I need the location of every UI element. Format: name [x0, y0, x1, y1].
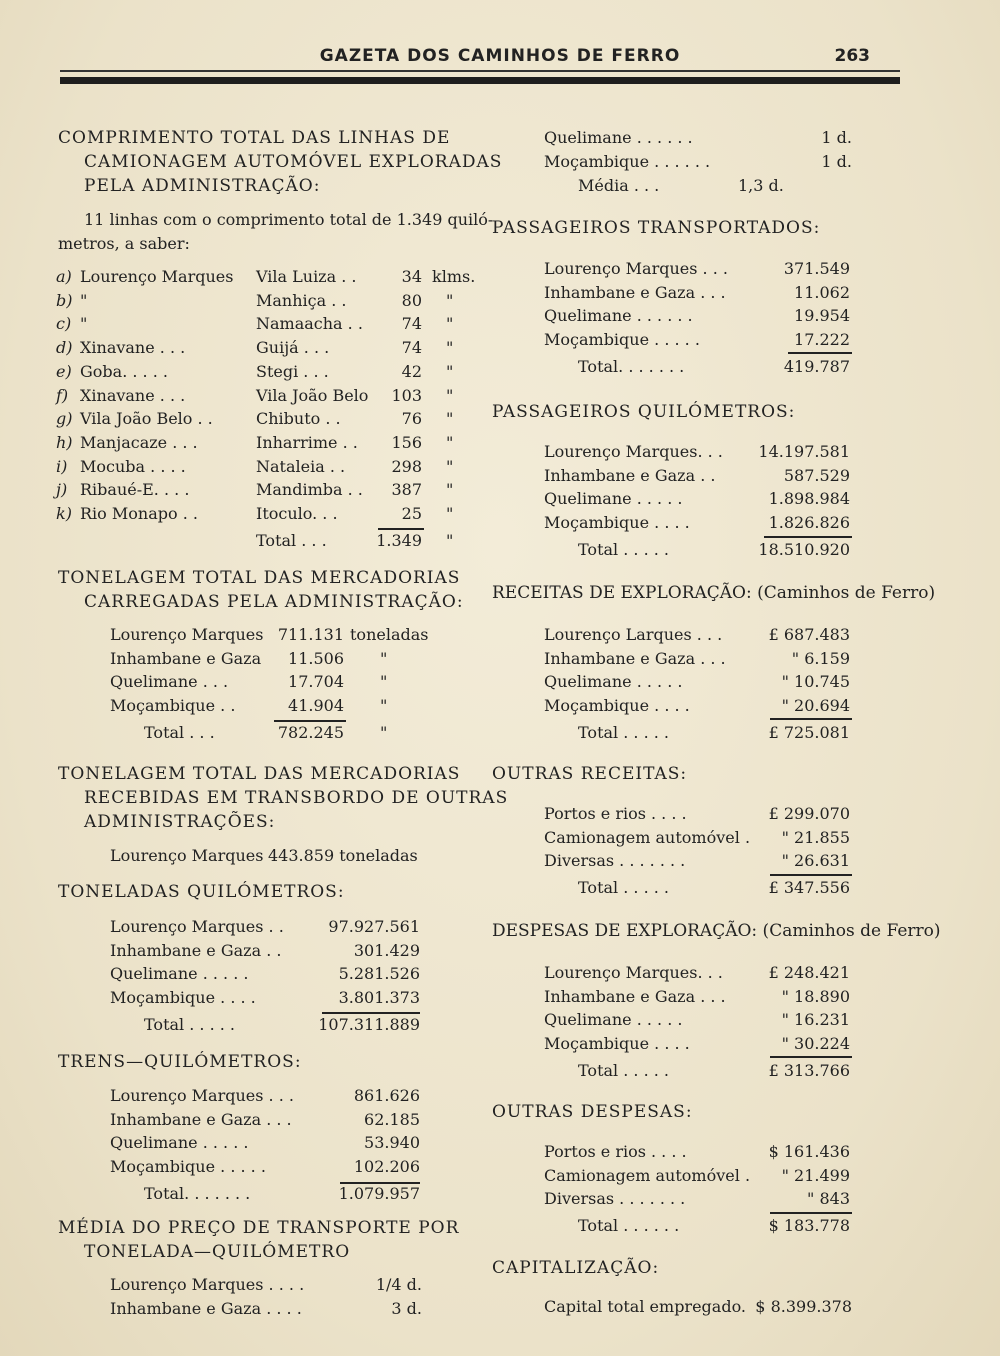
section-heading: TONELAGEM TOTAL DAS MERCADORIAS	[58, 568, 461, 588]
row-label: Quelimane . . . . .	[544, 1010, 683, 1030]
line-letter: i)	[56, 456, 68, 476]
line-unit: "	[446, 456, 454, 476]
section-heading: TRENS—QUILÓMETROS:	[58, 1052, 302, 1072]
row-label: Quelimane . . . . .	[110, 1133, 249, 1153]
line-to: Guijá . . .	[256, 338, 330, 358]
row-label: Moçambique . . . .	[544, 1034, 690, 1054]
line-letter: j)	[56, 480, 68, 500]
line-km: 387	[391, 480, 422, 500]
row-value: " 21.855	[781, 827, 850, 847]
total-rule	[322, 1012, 420, 1014]
average-value: 1,3 d.	[738, 176, 784, 195]
row-label: Lourenço Marques. . .	[544, 442, 723, 461]
capital-label: Capital total empregado.	[544, 1297, 747, 1316]
row-label: Moçambique . . . .	[544, 513, 690, 533]
section-heading: ADMINISTRAÇÕES:	[84, 812, 276, 832]
line-km: 74	[401, 338, 422, 358]
row-value: 371.549	[783, 259, 850, 278]
row-label: Camionagem automóvel .	[544, 827, 751, 847]
row-label: Lourenço Marques	[110, 625, 264, 644]
line-to: Manhiça . .	[256, 290, 347, 310]
line-unit: "	[446, 290, 454, 310]
section-heading: TONELAGEM TOTAL DAS MERCADORIAS	[58, 764, 461, 784]
row-label: Inhambane e Gaza . . .	[544, 648, 726, 668]
row-label: Moçambique . . . .	[110, 988, 256, 1008]
row-value: 3 d.	[391, 1298, 422, 1318]
line-to: Nataleia . .	[256, 456, 346, 476]
line-unit: "	[446, 338, 454, 358]
total-label: Total . . . . .	[144, 1015, 236, 1034]
total-label: Total . . . . . .	[578, 1216, 680, 1235]
section-heading: TONELADAS QUILÓMETROS:	[58, 882, 345, 902]
row-value: 1 d.	[821, 152, 852, 171]
section-heading: OUTRAS RECEITAS:	[492, 764, 688, 784]
intro-text: metros, a saber:	[58, 234, 190, 253]
section-heading: PASSAGEIROS QUILÓMETROS:	[492, 402, 796, 422]
total-label: Total . . . . .	[578, 1061, 670, 1080]
row-label: Quelimane . . . . .	[544, 672, 683, 692]
line-from: Manjacaze . . .	[80, 432, 198, 452]
row-unit: toneladas	[350, 625, 429, 644]
section-heading: OUTRAS DESPESAS:	[492, 1102, 693, 1122]
row-label: Lourenço Marques . . . .	[110, 1275, 305, 1294]
section-heading: CAPITALIZAÇÃO:	[492, 1258, 660, 1278]
row-label: Moçambique . . . .	[544, 696, 690, 716]
line-letter: e)	[56, 361, 72, 381]
section-heading: TONELADA—QUILÓMETRO	[84, 1242, 351, 1262]
row-value: 711.131	[277, 625, 344, 644]
line-letter: a)	[56, 267, 72, 286]
total-rule	[764, 536, 852, 538]
intro-text: 11 linhas com o comprimento total de 1.349 quiló-	[84, 210, 494, 229]
line-unit: klms.	[432, 267, 476, 286]
total-unit: "	[446, 531, 454, 550]
total-label: Total . . . . .	[578, 723, 670, 742]
row-unit: "	[380, 672, 388, 692]
total-label: Total . . .	[256, 531, 327, 550]
row-label: Moçambique . . . . . .	[544, 152, 711, 171]
line-unit: "	[446, 409, 454, 429]
row-label: Inhambane e Gaza . . . .	[110, 1298, 302, 1318]
row-value: 97.927.561	[328, 917, 420, 936]
line-to: Itoculo. . .	[256, 504, 338, 523]
row-value: " 843	[807, 1189, 850, 1209]
page-number: 263	[834, 46, 870, 66]
section-heading: RECEITAS DE EXPLORAÇÃO: (Caminhos de Ferro)	[492, 583, 936, 603]
total-rule	[274, 720, 346, 722]
line-letter: f)	[56, 385, 69, 405]
section-heading: PASSAGEIROS TRANSPORTADOS:	[492, 218, 821, 238]
row-value: 11.506	[288, 648, 344, 668]
line-letter: d)	[56, 338, 73, 358]
total-value: 1.349	[376, 531, 422, 550]
row-value: 3.801.373	[338, 988, 420, 1008]
row-label: Portos e rios . . . .	[544, 804, 687, 823]
line-to: Inharrime . .	[256, 432, 358, 452]
total-label: Total. . . . . . .	[578, 357, 685, 376]
section-heading: DESPESAS DE EXPLORAÇÃO: (Caminhos de Ferro)	[492, 921, 941, 941]
row-label: Lourenço Marques . . .	[110, 1086, 294, 1105]
row-label: Quelimane . . .	[110, 672, 229, 692]
section-heading: RECEBIDAS EM TRANSBORDO DE OUTRAS	[84, 788, 509, 808]
line-unit: "	[446, 361, 454, 381]
line-km: 74	[401, 314, 422, 334]
journal-title: GAZETA DOS CAMINHOS DE FERRO	[319, 46, 681, 66]
line-from: Xinavane . . .	[80, 385, 186, 405]
line-from: "	[80, 314, 88, 334]
row-value: " 21.499	[781, 1165, 850, 1185]
total-value: £ 347.556	[768, 878, 850, 897]
row-value: 861.626	[353, 1086, 420, 1105]
line-letter: c)	[56, 314, 72, 334]
line-km: 34	[401, 267, 422, 286]
header-rule-thick	[60, 77, 900, 84]
total-rule	[770, 1056, 852, 1058]
row-value: £ 299.070	[768, 804, 850, 823]
line-km: 298	[391, 456, 422, 476]
row-value: 301.429	[353, 940, 420, 960]
row-unit: "	[380, 696, 388, 716]
row-value: 17.704	[288, 672, 344, 692]
line-km: 76	[401, 409, 422, 429]
line-km: 103	[391, 385, 422, 405]
total-value: £ 725.081	[768, 723, 850, 742]
line-to: Chibuto . .	[256, 409, 341, 429]
line-unit: "	[446, 432, 454, 452]
row-label: Moçambique . . . . .	[544, 330, 700, 350]
row-value: " 16.231	[781, 1010, 850, 1030]
row-label: Moçambique . .	[110, 696, 236, 716]
row-value: " 26.631	[781, 851, 850, 871]
section-heading: COMPRIMENTO TOTAL DAS LINHAS DE	[58, 128, 451, 148]
total-label: Total . . . . .	[578, 878, 670, 897]
line-unit: "	[446, 314, 454, 334]
line-km: 80	[401, 290, 422, 310]
header-rule-thin	[60, 70, 900, 72]
row-value: " 6.159	[791, 648, 850, 668]
line-unit: "	[446, 480, 454, 500]
total-label: Total . . . . .	[578, 540, 670, 559]
total-value: 107.311.889	[318, 1015, 420, 1034]
row-label: Portos e rios . . . .	[544, 1142, 687, 1161]
line-unit: "	[446, 504, 454, 523]
row-value: 443.859 toneladas	[268, 846, 418, 865]
line-to: Stegi . . .	[256, 361, 329, 381]
row-value: " 20.694	[781, 696, 850, 716]
line-from: Vila João Belo . .	[80, 409, 213, 429]
total-value: 782.245	[277, 723, 344, 742]
line-to: Mandimba . .	[256, 480, 363, 500]
row-value: 53.940	[364, 1133, 420, 1153]
row-value: £ 248.421	[768, 963, 850, 982]
row-value: 587.529	[783, 465, 850, 485]
row-label: Inhambane e Gaza . . .	[544, 986, 726, 1006]
row-value: $ 161.436	[768, 1142, 850, 1161]
row-label: Inhambane e Gaza . . .	[110, 1109, 292, 1129]
line-from: Goba. . . . .	[80, 361, 168, 381]
capital-value: $ 8.399.378	[755, 1297, 852, 1316]
total-rule	[770, 1212, 852, 1214]
row-value: " 18.890	[781, 986, 850, 1006]
total-value: 419.787	[783, 357, 850, 376]
line-letter: h)	[56, 432, 73, 452]
average-label: Média . . .	[578, 176, 660, 195]
row-value: 11.062	[794, 282, 850, 302]
row-value: 14.197.581	[758, 442, 850, 461]
row-label: Quelimane . . . . .	[544, 489, 683, 509]
total-rule	[770, 874, 852, 876]
row-label: Quelimane . . . . . .	[544, 306, 693, 326]
line-to: Namaacha . .	[256, 314, 363, 334]
row-label: Lourenço Larques . . .	[544, 625, 723, 644]
total-value: 1.079.957	[338, 1184, 420, 1203]
line-km: 25	[401, 504, 422, 523]
section-heading: PELA ADMINISTRAÇÃO:	[84, 176, 321, 196]
row-value: " 10.745	[781, 672, 850, 692]
total-unit: "	[380, 723, 388, 742]
row-label: Lourenço Marques. . .	[544, 963, 723, 982]
line-unit: "	[446, 385, 454, 405]
line-km: 156	[391, 432, 422, 452]
row-value: 17.222	[794, 330, 850, 350]
row-label: Inhambane e Gaza . . .	[544, 282, 726, 302]
row-label: Camionagem automóvel .	[544, 1165, 751, 1185]
line-letter: g)	[56, 409, 73, 429]
total-rule	[378, 528, 424, 530]
row-label: Diversas . . . . . . .	[544, 851, 686, 871]
section-heading: CARREGADAS PELA ADMINISTRAÇÃO:	[84, 592, 464, 612]
line-from: Lourenço Marques	[80, 267, 234, 286]
line-letter: k)	[56, 504, 72, 523]
line-letter: b)	[56, 290, 73, 310]
line-from: "	[80, 290, 88, 310]
row-value: 1 d.	[821, 128, 852, 147]
line-to: Vila João Belo	[256, 385, 369, 405]
section-heading: CAMIONAGEM AUTOMÓVEL EXPLORADAS	[84, 152, 503, 172]
row-value: 62.185	[364, 1109, 420, 1129]
row-unit: "	[380, 648, 388, 668]
line-from: Ribaué-E. . . .	[80, 480, 190, 500]
line-from: Xinavane . . .	[80, 338, 186, 358]
total-value: £ 313.766	[768, 1061, 850, 1080]
row-value: 102.206	[353, 1157, 420, 1177]
row-label: Lourenço Marques	[110, 846, 264, 865]
row-label: Quelimane . . . . .	[110, 964, 249, 984]
total-label: Total . . .	[144, 723, 215, 742]
row-value: 41.904	[288, 696, 344, 716]
row-label: Quelimane . . . . . .	[544, 128, 693, 147]
row-value: 1.898.984	[768, 489, 850, 509]
row-value: 1.826.826	[768, 513, 850, 533]
row-value: 19.954	[794, 306, 850, 326]
row-label: Diversas . . . . . . .	[544, 1189, 686, 1209]
row-value: 1/4 d.	[375, 1275, 422, 1294]
total-rule	[770, 718, 852, 720]
row-label: Moçambique . . . . .	[110, 1157, 266, 1177]
row-value: £ 687.483	[768, 625, 850, 644]
total-rule	[788, 352, 852, 354]
line-km: 42	[401, 361, 422, 381]
row-label: Lourenço Marques . .	[110, 917, 284, 936]
line-to: Vila Luiza . .	[256, 267, 357, 286]
row-label: Inhambane e Gaza	[110, 648, 262, 668]
row-label: Inhambane e Gaza . .	[110, 940, 282, 960]
row-label: Inhambane e Gaza . .	[544, 465, 716, 485]
total-value: 18.510.920	[758, 540, 850, 559]
row-label: Lourenço Marques . . .	[544, 259, 728, 278]
row-value: " 30.224	[781, 1034, 850, 1054]
line-from: Mocuba . . . .	[80, 456, 186, 476]
section-heading: MÉDIA DO PREÇO DE TRANSPORTE POR	[58, 1218, 460, 1238]
line-from: Rio Monapo . .	[80, 504, 198, 523]
total-label: Total. . . . . . .	[144, 1184, 251, 1203]
total-value: $ 183.778	[768, 1216, 850, 1235]
row-value: 5.281.526	[338, 964, 420, 984]
